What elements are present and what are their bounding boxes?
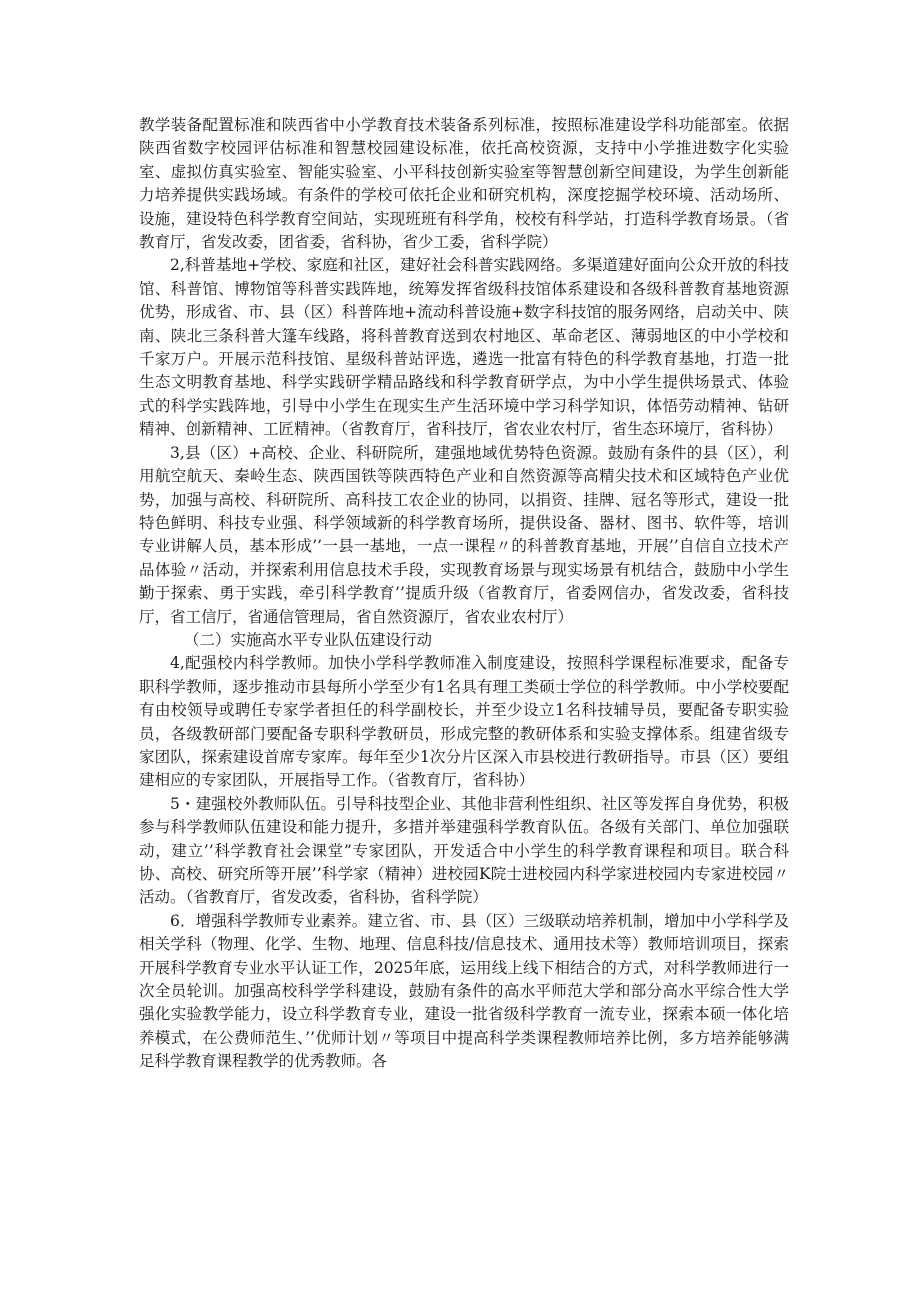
paragraph-item-3: 3,县（区）+高校、企业、科研院所，建强地域优势特色资源。鼓励有条件的县（区），利用航空航天、秦岭生态、陕西国铁等陕西特色产业和自然资源等高精尖技术和区域特色产业优势，加强与高校、科研院所、高科技工农企业的协同，以捐资、挂牌、冠名等形式，建设一批特色鲜明、科技专业强、科学领域新的科学教育场所，提供设备、器材、图书、软件等，培训专业讲解人员，基本形成’’一县一基地，一点一课程〃的科普教育基地，开展’’自信自立技术产品体验〃活动，并探索利用信息技术手段，实现教育场景与现实场景有机结合，鼓励中小学生勤于探索、勇于实践，牵引科学教育’’提质升级（省教育厅，省委网信办，省发改委，省科技厅，省工信厅，省通信管理局，省自然资源厅，省农业农村厅） xyxy=(139,443,789,626)
document-body xyxy=(139,114,789,1074)
paragraph-continuation: 教学装备配置标准和陕西省中小学教育技术装备系列标准，按照标准建设学科功能部室。依据陕西省数字校园评估标准和智慧校园建设标准，依托高校资源，支持中小学推进数字化实验室、虚拟仿真实验室、智能实验室、小平科技创新实验室等智慧创新空间建设，为学生创新能力培养提供实践场域。有条件的学校可依托企业和研究机构，深度挖掘学校环境、活动场所、设施，建设特色科学教育空间站，实现班班有科学角，校校有科学站，打造科学教育场景。（省教育厅，省发改委，团省委，省科协，省少工委，省科学院） xyxy=(139,116,789,252)
paragraph-item-2: 2,科普基地+学校、家庭和社区，建好社会科普实践网络。多渠道建好面向公众开放的科技馆、科普馆、博物馆等科普实践阵地，统筹发挥省级科技馆体系建设和各级科普教育基地资源优势，形成省、市、县（区）科普阵地+流动科普设施+数字科技馆的服务网络，启动关中、陕南、陕北三条科普大篷车线路，将科普教育送到农村地区、革命老区、薄弱地区的中小学校和千家万户。开展示范科技馆、星级科普站评选，遴选一批富有特色的科学教育基地，打造一批生态文明教育基地、科学实践研学精品路线和科学教育研学点，为中小学生提供场景式、体验式的科学实践阵地，引导中小学生在现实生产生活环境中学习科学知识，体悟劳动精神、钻研精神、创新精神、工匠精神。（省教育厅，省科技厅，省农业农村厅，省生态环境厅，省科协） xyxy=(139,256,789,439)
section-heading: （二）实施高水平专业队伍建设行动 xyxy=(184,630,433,649)
paragraph-item-5: 5・建强校外教师队伍。引导科技型企业、其他非营利性组织、社区等发挥自身优势，积极参与科学教师队伍建设和能力提升，多措并举建强科学教育队伍。各级有关部门、单位加强联动，建立’’科学教育社会课堂”专家团队，开发适合中小学生的科学教育课程和项目。联合科协、高校、研究所等开展’’科学家（精神）进校园K院士进校园内科学家进校园内专家进校园〃活动。（省教育厅，省发改委，省科协，省科学院） xyxy=(139,794,789,907)
paragraph-item-6: 6．增强科学教师专业素养。建立省、市、县（区）三级联动培养机制，增加中小学科学及相关学科（物理、化学、生物、地理、信息科技/信息技术、通用技术等）教师培训项目，探索开展科学教育专业水平认证工作，2025年底，运用线上线下相结合的方式，对科学教师进行一次全员轮训。加强高校科学学科建设，鼓励有条件的高水平师范大学和部分高水平综合性大学强化实验教学能力，设立科学教育专业，建设一批省级科学教育一流专业，探索本硕一体化培养模式，在公费师范生、’’优师计划〃等项目中提高科学类课程教师培养比例，多方培养能够满足科学教育课程教学的优秀教师。各 xyxy=(139,911,789,1071)
paragraph-item-4: 4,配强校内科学教师。加快小学科学教师准入制度建设，按照科学课程标准要求，配备专职科学教师，逐步推动市县每所小学至少有1名具有理工类硕士学位的科学教师。中小学校要配有由校领导或聘任专家学者担任的科学副校长，并至少设立1名科技辅导员，要配备专职实验员，各级教研部门要配备专职科学教研员，形成完整的教研体系和实验支撑体系。组建省级专家团队，探索建设首席专家库。每年至少1次分片区深入市县校进行教研指导。市县（区）要组建相应的专家团队，开展指导工作。（省教育厅，省科协） xyxy=(139,654,789,790)
